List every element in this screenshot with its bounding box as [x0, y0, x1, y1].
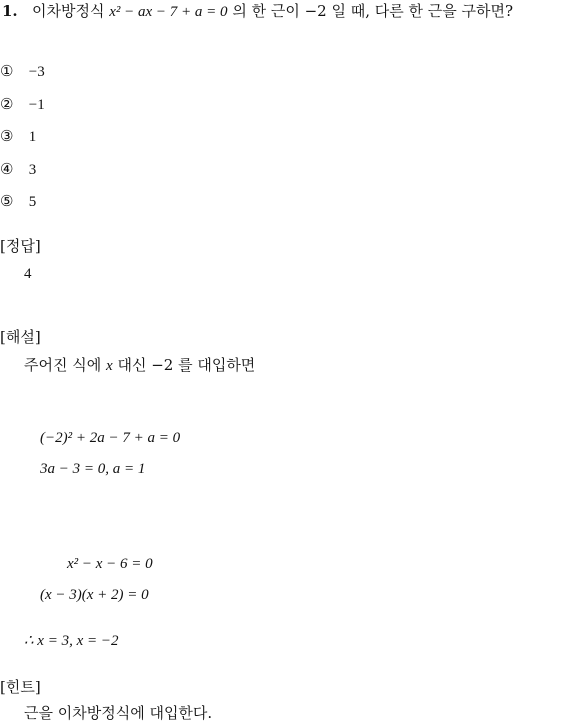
explanation-intro-b: 대신 −2 를 대입하면 — [117, 356, 256, 374]
choice-value: 3 — [28, 162, 37, 178]
explanation-intro-x: x — [106, 358, 113, 374]
answer-label: [정답] — [0, 237, 41, 255]
choice-3[interactable] — [0, 127, 36, 146]
hint-label: [힌트] — [0, 678, 41, 696]
explanation-equation-1: (−2)² + 2a − 7 + a = 0 — [40, 430, 181, 446]
choice-4[interactable] — [0, 160, 36, 179]
choice-5[interactable] — [0, 192, 36, 211]
choice-marker: ① — [0, 62, 14, 80]
question-equation: x² − ax − 7 + a = 0 — [109, 4, 228, 20]
explanation-intro-a: 주어진 식에 — [24, 356, 102, 374]
choice-marker: ⑤ — [0, 192, 14, 210]
answer-value: 4 — [24, 266, 32, 282]
explanation-label: [해설] — [0, 328, 41, 346]
choice-1[interactable] — [0, 62, 45, 81]
explanation-intro — [24, 356, 255, 375]
choice-value: 5 — [28, 194, 37, 210]
explanation-equation-3: x² − x − 6 = 0 — [67, 556, 153, 572]
hint-text: 근을 이차방정식에 대입한다. — [24, 704, 213, 722]
question-text-after: 의 한 근이 −2 일 때, 다른 한 근을 구하면? — [232, 2, 514, 20]
choice-value: 1 — [28, 129, 37, 145]
choice-marker: ③ — [0, 127, 14, 145]
choice-value: −1 — [28, 97, 45, 113]
explanation-conclusion: ∴ x = 3, x = −2 — [24, 633, 119, 649]
question-text-before: 이차방정식 — [31, 2, 105, 20]
explanation-equation-4: (x − 3)(x + 2) = 0 — [40, 587, 149, 603]
choice-marker: ④ — [0, 160, 14, 178]
question — [2, 2, 513, 21]
choice-2[interactable] — [0, 95, 45, 114]
choice-value: −3 — [28, 64, 45, 80]
explanation-equation-2: 3a − 3 = 0, a = 1 — [40, 461, 146, 477]
question-number: 1. — [2, 2, 18, 20]
choice-marker: ② — [0, 95, 14, 113]
